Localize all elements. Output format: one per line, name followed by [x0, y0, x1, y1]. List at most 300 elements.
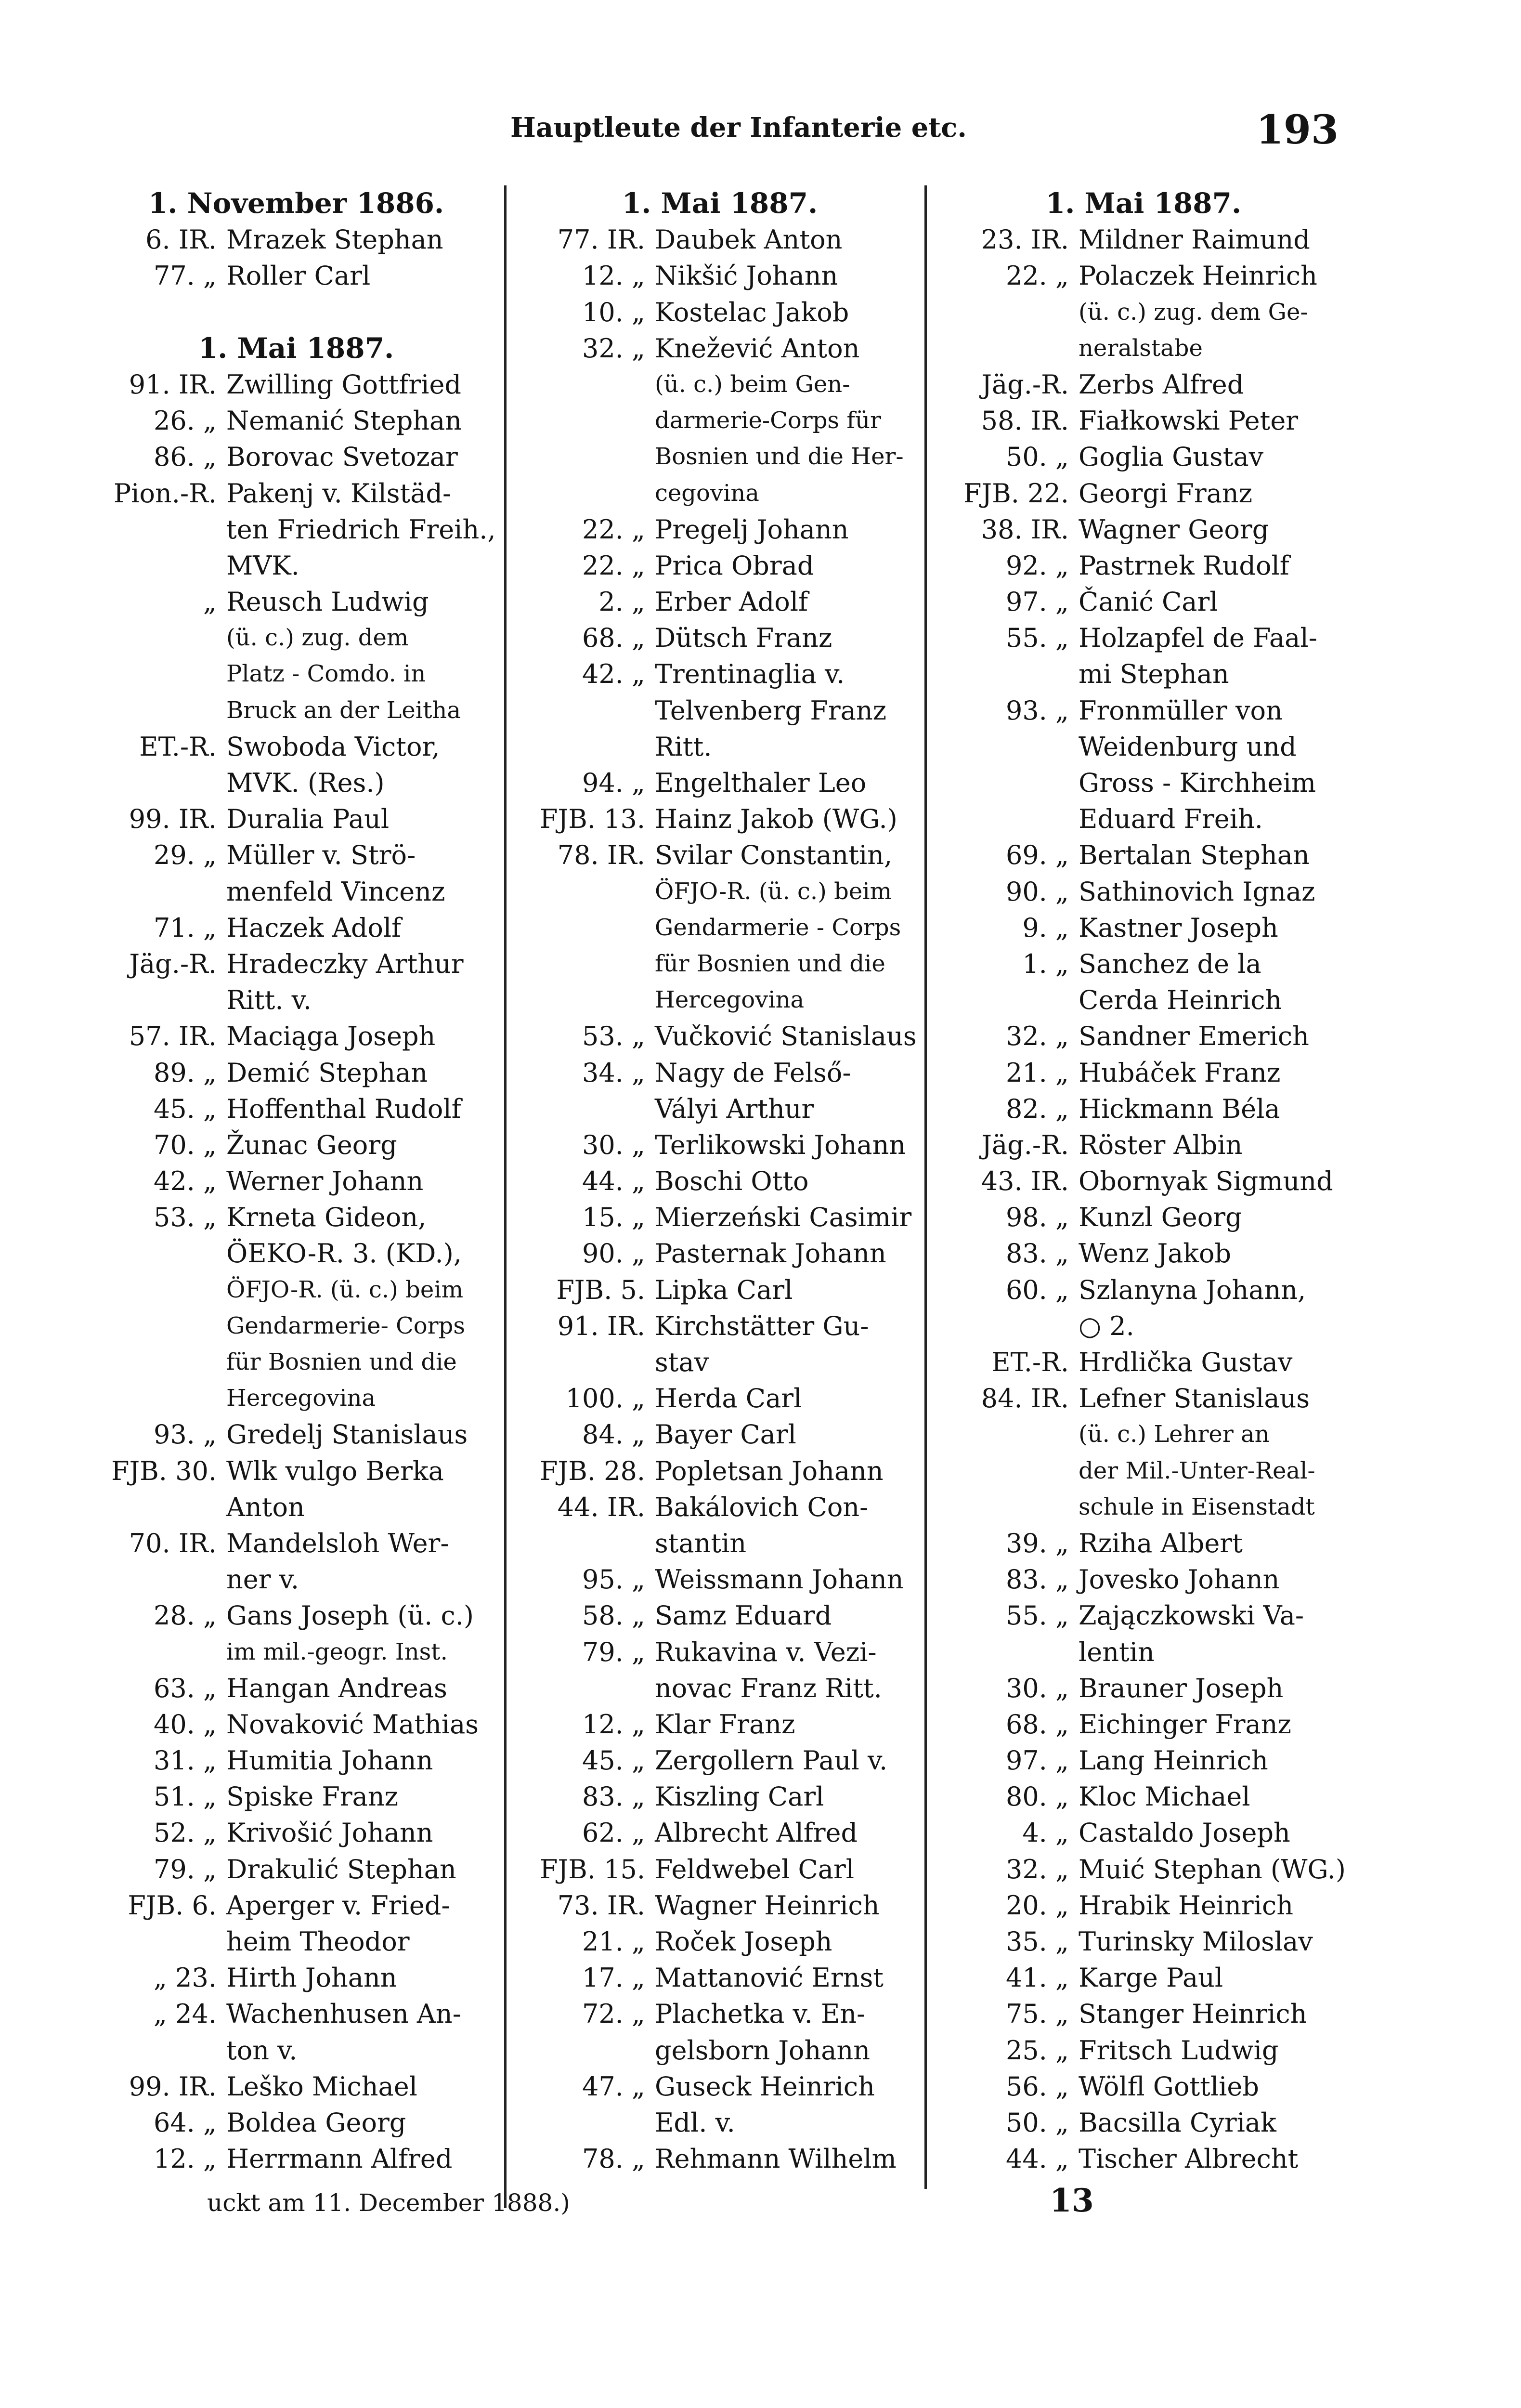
entry-text: Szlanyna Johann,: [1079, 1274, 1306, 1305]
unit-and-rank: 53. „: [582, 1021, 645, 1052]
list-entry: [91, 1779, 501, 1815]
entry-text: Demić Stephan: [226, 1057, 428, 1088]
entry-text: MVK.: [226, 550, 299, 581]
list-entry: [520, 330, 920, 366]
list-entry: [91, 1597, 501, 1634]
entry-text: Engelthaler Leo: [655, 768, 867, 798]
unit-and-rank: 84. „: [582, 1419, 645, 1450]
entry-text: Bakálovich Con-: [655, 1492, 869, 1522]
unit-and-rank: FJB. 15.: [539, 1854, 645, 1885]
unit-and-rank: 52. „: [153, 1818, 217, 1848]
list-entry: [944, 1163, 1343, 1199]
unit-and-rank: 22. „: [582, 514, 645, 545]
list-entry: [91, 1163, 501, 1199]
entry-text: Polaczek Heinrich: [1079, 261, 1317, 291]
unit-and-rank: FJB. 6.: [128, 1890, 217, 1921]
list-entry: [91, 1851, 501, 1887]
list-entry: [91, 1634, 501, 1670]
entry-text: Obornyak Sigmund: [1079, 1166, 1333, 1197]
unit-and-rank: 50. „: [1005, 442, 1069, 472]
unit-and-rank: 62. „: [582, 1818, 645, 1848]
list-entry: [944, 656, 1343, 692]
list-entry: [520, 2032, 920, 2068]
unit-and-rank: Jäg.-R.: [981, 369, 1069, 400]
entry-text: Boschi Otto: [655, 1166, 809, 1197]
unit-and-rank: 9. „: [1022, 912, 1069, 943]
list-entry: [91, 946, 501, 982]
entry-text: Mierzeński Casimir: [655, 1202, 912, 1233]
entry-text: Mattanović Ernst: [655, 1963, 884, 1993]
unit-and-rank: 32. „: [582, 333, 645, 364]
list-entry: [944, 294, 1343, 330]
entry-text: novac Franz Ritt.: [655, 1673, 882, 1703]
unit-and-rank: 83. „: [1005, 1564, 1069, 1595]
list-entry: [91, 765, 501, 801]
entry-text: Bayer Carl: [655, 1419, 796, 1450]
entry-text: Aperger v. Fried-: [226, 1890, 450, 1921]
unit-and-rank: 44. „: [582, 1166, 645, 1197]
unit-and-rank: 77. „: [153, 261, 217, 291]
entry-text: Anton: [226, 1492, 305, 1522]
list-entry: [91, 1561, 501, 1597]
entry-text: Haczek Adolf: [226, 912, 402, 943]
unit-and-rank: „: [203, 587, 217, 617]
list-entry: [520, 1235, 920, 1271]
entry-text: Hubáček Franz: [1079, 1057, 1281, 1088]
unit-and-rank: 91. IR.: [129, 369, 217, 400]
list-entry: [91, 511, 501, 548]
entry-text: Bacsilla Cyriak: [1079, 2107, 1276, 2138]
entry-text: Pasternak Johann: [655, 1238, 886, 1269]
entry-text: Lipka Carl: [655, 1274, 793, 1305]
list-entry: [944, 1127, 1343, 1163]
entry-text: Weidenburg und: [1079, 731, 1297, 762]
list-entry: [91, 1344, 501, 1380]
entry-text: Turinsky Miloslav: [1079, 1926, 1313, 1957]
entry-text: Dütsch Franz: [655, 623, 832, 654]
entry-text: ○ 2.: [1079, 1310, 1134, 1341]
entry-text: Hoffenthal Rudolf: [226, 1093, 461, 1124]
unit-and-rank: 10. „: [582, 297, 645, 327]
list-entry: [520, 1779, 920, 1815]
entry-text: Popletsan Johann: [655, 1455, 884, 1486]
list-entry: [520, 1996, 920, 2032]
list-entry: [520, 1380, 920, 1416]
list-entry: [944, 1996, 1343, 2032]
unit-and-rank: 22. „: [1005, 261, 1069, 291]
list-entry: [944, 1308, 1343, 1344]
list-entry: [520, 1924, 920, 1960]
list-entry: [944, 1055, 1343, 1091]
list-entry: [944, 222, 1343, 258]
unit-and-rank: 68. „: [582, 623, 645, 654]
list-entry: [944, 475, 1343, 511]
unit-and-rank: 100. „: [565, 1383, 645, 1414]
unit-and-rank: 69. „: [1005, 840, 1069, 871]
list-entry: [520, 2068, 920, 2105]
column-1: [91, 185, 501, 2177]
unit-and-rank: 45. „: [582, 1745, 645, 1776]
section-heading: 1. November 1886.: [148, 187, 444, 220]
list-entry: [520, 982, 920, 1018]
entry-text: ÖFJO-R. (ü. c.) beim: [655, 877, 892, 905]
list-entry: [520, 837, 920, 873]
unit-and-rank: 41. „: [1005, 1963, 1069, 1993]
unit-and-rank: 83. „: [1005, 1238, 1069, 1269]
list-entry: [520, 656, 920, 692]
list-entry: [91, 1525, 501, 1561]
list-entry: [91, 1235, 501, 1271]
unit-and-rank: 70. „: [153, 1129, 217, 1160]
unit-and-rank: 60. „: [1005, 1274, 1069, 1305]
list-entry: [944, 837, 1343, 873]
list-entry: [520, 1272, 920, 1308]
entry-text: im mil.-geogr. Inst.: [226, 1638, 448, 1665]
entry-text: Bruck an der Leitha: [226, 696, 461, 724]
list-entry: [520, 1706, 920, 1742]
list-entry: [91, 1416, 501, 1453]
list-entry: [944, 1453, 1343, 1489]
unit-and-rank: 42. „: [582, 659, 645, 690]
list-entry: [944, 910, 1343, 946]
column-2: [520, 185, 920, 2177]
list-entry: [520, 475, 920, 511]
unit-and-rank: „ 23.: [153, 1963, 217, 1993]
unit-and-rank: 6. IR.: [145, 224, 217, 255]
entry-text: Samz Eduard: [655, 1600, 832, 1631]
list-entry: [520, 1960, 920, 1996]
list-entry: [91, 439, 501, 475]
entry-text: Castaldo Joseph: [1079, 1818, 1290, 1848]
list-entry: [520, 1887, 920, 1924]
unit-and-rank: 82. „: [1005, 1093, 1069, 1124]
list-entry: [91, 1742, 501, 1779]
list-entry: [944, 801, 1343, 837]
list-entry: [944, 1597, 1343, 1634]
list-entry: [944, 1489, 1343, 1525]
entry-text: Terlikowski Johann: [655, 1129, 906, 1160]
unit-and-rank: 64. „: [153, 2107, 217, 2138]
unit-and-rank: 47. „: [582, 2071, 645, 2102]
entry-text: Bertalan Stephan: [1079, 840, 1310, 871]
list-entry: [91, 1127, 501, 1163]
list-entry: [944, 366, 1343, 403]
entry-text: Lefner Stanislaus: [1079, 1383, 1310, 1414]
list-entry: [91, 1489, 501, 1525]
unit-and-rank: 4. „: [1022, 1818, 1069, 1848]
entry-text: Eduard Freih.: [1079, 804, 1263, 835]
entry-text: Pakenj v. Kilstäd-: [226, 478, 452, 509]
entry-text: Platz - Comdo. in: [226, 660, 426, 688]
unit-and-rank: 84. IR.: [981, 1383, 1069, 1414]
unit-and-rank: 31. „: [153, 1745, 217, 1776]
entry-text: Žunac Georg: [226, 1129, 397, 1160]
unit-and-rank: 23. IR.: [981, 224, 1069, 255]
list-entry: [520, 1742, 920, 1779]
list-entry: [944, 1561, 1343, 1597]
entry-text: Feldwebel Carl: [655, 1854, 855, 1885]
unit-and-rank: 2. „: [598, 587, 645, 617]
list-entry: [91, 584, 501, 620]
entry-text: Humitia Johann: [226, 1745, 433, 1776]
list-entry: [520, 366, 920, 403]
entry-text: Reusch Ludwig: [226, 587, 429, 617]
entry-text: Boldea Georg: [226, 2107, 406, 2138]
unit-and-rank: 68. „: [1005, 1709, 1069, 1740]
entry-text: darmerie-Corps für: [655, 407, 881, 434]
unit-and-rank: ET.-R.: [139, 731, 217, 762]
unit-and-rank: 44. IR.: [557, 1492, 645, 1522]
unit-and-rank: 12. „: [582, 1709, 645, 1740]
entry-text: cegovina: [655, 479, 759, 507]
list-entry: [91, 1706, 501, 1742]
entry-text: lentin: [1079, 1636, 1155, 1667]
entry-text: Ritt. v.: [226, 985, 312, 1016]
entry-text: Rukavina v. Vezi-: [655, 1636, 877, 1667]
entry-text: Maciąga Joseph: [226, 1021, 436, 1052]
entry-text: (ü. c.) zug. dem Ge-: [1079, 298, 1308, 326]
list-entry: [520, 1344, 920, 1380]
list-entry: [520, 874, 920, 910]
list-entry: [91, 1960, 501, 1996]
unit-and-rank: 63. „: [153, 1673, 217, 1703]
list-entry: [520, 403, 920, 439]
unit-and-rank: 99. IR.: [129, 2071, 217, 2102]
unit-and-rank: 22. „: [582, 550, 645, 581]
list-entry: [944, 1706, 1343, 1742]
entry-text: Herrmann Alfred: [226, 2144, 453, 2174]
unit-and-rank: 79. „: [153, 1854, 217, 1885]
unit-and-rank: 90. „: [1005, 876, 1069, 907]
unit-and-rank: 20. „: [1005, 1890, 1069, 1921]
unit-and-rank: 58. IR.: [981, 406, 1069, 436]
entry-text: Pastrnek Rudolf: [1079, 550, 1289, 581]
entry-text: (ü. c.) Lehrer an: [1079, 1421, 1270, 1448]
entry-text: Trentinaglia v.: [655, 659, 845, 690]
unit-and-rank: 45. „: [153, 1093, 217, 1124]
list-entry: [944, 439, 1343, 475]
entry-text: Hrabik Heinrich: [1079, 1890, 1294, 1921]
column-divider: [924, 185, 927, 2189]
list-entry: [944, 1416, 1343, 1453]
entry-text: Muić Stephan (WG.): [1079, 1854, 1346, 1885]
unit-and-rank: 12. „: [153, 2144, 217, 2174]
unit-and-rank: 12. „: [582, 261, 645, 291]
unit-and-rank: 97. „: [1005, 1745, 1069, 1776]
list-entry: [944, 2032, 1343, 2068]
unit-and-rank: 92. „: [1005, 550, 1069, 581]
unit-and-rank: 98. „: [1005, 1202, 1069, 1233]
list-entry: [91, 656, 501, 692]
entry-text: Roller Carl: [226, 261, 371, 291]
list-entry: [91, 910, 501, 946]
unit-and-rank: 30. „: [582, 1129, 645, 1160]
list-entry: [944, 2141, 1343, 2177]
list-entry: [520, 2141, 920, 2177]
list-entry: [944, 1272, 1343, 1308]
list-entry: [944, 330, 1343, 366]
list-entry: [520, 511, 920, 548]
list-entry: [520, 294, 920, 330]
unit-and-rank: 35. „: [1005, 1926, 1069, 1957]
list-entry: [944, 765, 1343, 801]
entry-text: Mandelsloh Wer-: [226, 1528, 449, 1558]
entry-text: Duralia Paul: [226, 804, 390, 835]
unit-and-rank: 25. „: [1005, 2035, 1069, 2066]
list-entry: [91, 1453, 501, 1489]
list-entry: [520, 1127, 920, 1163]
entry-text: Mildner Raimund: [1079, 224, 1310, 255]
unit-and-rank: 32. „: [1005, 1854, 1069, 1885]
list-entry: [91, 2141, 501, 2177]
entry-text: Vučković Stanislaus: [655, 1021, 917, 1052]
entry-text: Zajączkowski Va-: [1079, 1600, 1304, 1631]
entry-text: Georgi Franz: [1079, 478, 1253, 509]
list-entry: [91, 1996, 501, 2032]
list-entry: [520, 1851, 920, 1887]
footer-note: uckt am 11. December 1888.): [207, 2189, 570, 2217]
list-entry: [520, 548, 920, 584]
section-heading: 1. Mai 1887.: [1045, 187, 1242, 220]
entry-text: Klar Franz: [655, 1709, 795, 1740]
unit-and-rank: 30. „: [1005, 1673, 1069, 1703]
entry-text: Wlk vulgo Berka: [226, 1455, 444, 1486]
entry-text: Spiske Franz: [226, 1781, 399, 1812]
entry-text: gelsborn Johann: [655, 2035, 871, 2066]
unit-and-rank: 55. „: [1005, 1600, 1069, 1631]
list-entry: [944, 1887, 1343, 1924]
unit-and-rank: 34. „: [582, 1057, 645, 1088]
entry-text: Telvenberg Franz: [655, 695, 887, 726]
unit-and-rank: 50. „: [1005, 2107, 1069, 2138]
list-entry: [520, 1055, 920, 1091]
unit-and-rank: 95. „: [582, 1564, 645, 1595]
unit-and-rank: FJB. 22.: [963, 478, 1069, 509]
list-entry: [520, 584, 920, 620]
unit-and-rank: 79. „: [582, 1636, 645, 1667]
entry-text: Roček Joseph: [655, 1926, 832, 1957]
list-entry: [944, 1235, 1343, 1271]
unit-and-rank: 91. IR.: [557, 1310, 645, 1341]
entry-text: stav: [655, 1347, 709, 1377]
entry-text: Goglia Gustav: [1079, 442, 1264, 472]
list-entry: [520, 1525, 920, 1561]
entry-text: Sathinovich Ignaz: [1079, 876, 1315, 907]
entry-text: ner v.: [226, 1564, 299, 1595]
list-entry: [520, 1489, 920, 1525]
entry-text: Plachetka v. En-: [655, 1999, 866, 2029]
unit-and-rank: 42. „: [153, 1166, 217, 1197]
entry-text: ÖEKO-R. 3. (KD.),: [226, 1238, 462, 1269]
list-entry: [91, 1924, 501, 1960]
list-entry: [944, 1018, 1343, 1054]
entry-text: Nagy de Felső-: [655, 1057, 851, 1088]
entry-text: Wenz Jakob: [1079, 1238, 1232, 1269]
entry-text: (ü. c.) beim Gen-: [655, 370, 850, 398]
list-entry: [520, 258, 920, 294]
unit-and-rank: Jäg.-R.: [981, 1129, 1069, 1160]
entry-text: Tischer Albrecht: [1079, 2144, 1299, 2174]
entry-text: Daubek Anton: [655, 224, 843, 255]
unit-and-rank: 43. IR.: [981, 1166, 1069, 1197]
unit-and-rank: 32. „: [1005, 1021, 1069, 1052]
running-title: Hauptleute der Infanterie etc.: [510, 112, 967, 144]
list-entry: [944, 1815, 1343, 1851]
list-entry: [91, 1380, 501, 1416]
list-entry: [91, 620, 501, 656]
list-entry: [520, 222, 920, 258]
list-entry: [520, 1561, 920, 1597]
entry-text: Gendarmerie - Corps: [655, 914, 901, 941]
list-entry: [91, 2032, 501, 2068]
list-entry: [944, 946, 1343, 982]
list-entry: [944, 620, 1343, 656]
list-entry: [944, 1380, 1343, 1416]
entry-text: Hainz Jakob (WG.): [655, 804, 897, 835]
list-entry: [944, 511, 1343, 548]
list-entry: [520, 1308, 920, 1344]
unit-and-rank: 58. „: [582, 1600, 645, 1631]
entry-text: Hangan Andreas: [226, 1673, 447, 1703]
unit-and-rank: 55. „: [1005, 623, 1069, 654]
list-entry: [520, 1091, 920, 1127]
unit-and-rank: 93. „: [1005, 695, 1069, 726]
entry-text: Zwilling Gottfried: [226, 369, 461, 400]
list-entry: [520, 1634, 920, 1670]
list-entry: [91, 729, 501, 765]
entry-text: Lang Heinrich: [1079, 1745, 1268, 1776]
unit-and-rank: 72. „: [582, 1999, 645, 2029]
list-entry: [944, 1960, 1343, 1996]
entry-text: Gans Joseph (ü. c.): [226, 1600, 474, 1631]
unit-and-rank: Pion.-R.: [113, 478, 217, 509]
list-entry: [944, 693, 1343, 729]
list-entry: [944, 403, 1343, 439]
unit-and-rank: „ 24.: [153, 1999, 217, 2029]
page-number: 193: [1256, 107, 1339, 153]
list-entry: [944, 1924, 1343, 1960]
entry-text: Pregelj Johann: [655, 514, 849, 545]
entry-text: Sanchez de la: [1079, 948, 1261, 979]
entry-text: Bosnien und die Her-: [655, 443, 904, 471]
unit-and-rank: 75. „: [1005, 1999, 1069, 2029]
list-entry: [91, 982, 501, 1018]
entry-text: Novaković Mathias: [226, 1709, 479, 1740]
entry-text: Herda Carl: [655, 1383, 802, 1414]
entry-text: Swoboda Victor,: [226, 731, 440, 762]
unit-and-rank: 90. „: [582, 1238, 645, 1269]
list-entry: [944, 1091, 1343, 1127]
unit-and-rank: 83. „: [582, 1781, 645, 1812]
entry-text: Eichinger Franz: [1079, 1709, 1291, 1740]
section-heading: 1. Mai 1887.: [622, 187, 818, 220]
entry-text: Zergollern Paul v.: [655, 1745, 888, 1776]
list-entry: [944, 1670, 1343, 1706]
entry-text: Weissmann Johann: [655, 1564, 904, 1595]
list-entry: [91, 1670, 501, 1706]
entry-text: Hercegovina: [226, 1385, 376, 1412]
entry-text: Krneta Gideon,: [226, 1202, 427, 1233]
list-entry: [91, 2105, 501, 2141]
unit-and-rank: 93. „: [153, 1419, 217, 1450]
list-entry: [91, 366, 501, 403]
list-entry: [520, 439, 920, 475]
entry-text: Karge Paul: [1079, 1963, 1223, 1993]
entry-text: Brauner Joseph: [1079, 1673, 1284, 1703]
unit-and-rank: 57. IR.: [129, 1021, 217, 1052]
column-divider: [504, 185, 507, 2208]
unit-and-rank: 1. „: [1022, 948, 1069, 979]
